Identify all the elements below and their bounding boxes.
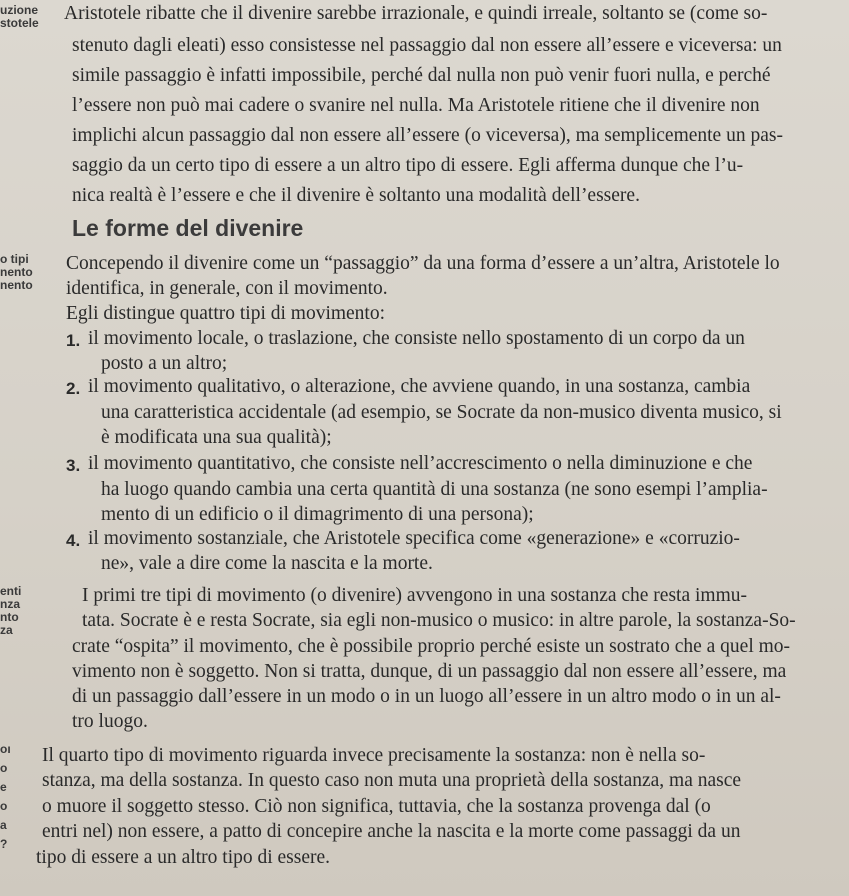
list-item-line: ha luogo quando cambia una certa quantità di una sostanza (ne sono esempi l’amplia-: [101, 479, 768, 500]
text-line: saggio da un certo tipo di essere a un altro tipo di essere. Egli afferma dunque che l’u-: [72, 155, 744, 176]
list-number: 3.: [66, 456, 81, 475]
list-item-line: il movimento sostanziale, che Aristotele specifica come «generazione» e «corruzio-: [88, 528, 740, 549]
text-line: simile passaggio è infatti impossibile, perché dal nulla non può venir fuori nulla, e perché: [72, 65, 771, 86]
text-line: Aristotele ribatte che il divenire sarebbe irrazionale, e quindi irreale, soltanto se (come so-: [64, 3, 768, 24]
list-item-line: una caratteristica accidentale (ad esempio, se Socrate da non-musico diventa musico, si: [101, 402, 782, 423]
list-number: 4.: [66, 531, 81, 550]
text-line: implichi alcun passaggio dal non essere all’essere (o viceversa), ma semplicemente un pas-: [72, 125, 783, 146]
text-line: entri nel) non essere, a patto di concepire anche la nascita e la morte come passaggi da un: [42, 821, 741, 842]
text-line: nica realtà è l’essere e che il divenire è soltanto una modalità dell’essere.: [72, 185, 640, 206]
text-line: di un passaggio dall’essere in un modo o in un luogo all’essere in un altro modo o in un al-: [72, 686, 781, 707]
margin-note: uzione stotele: [0, 3, 39, 30]
list-item-line: mento di un edificio o il dimagrimento di una persona);: [101, 504, 534, 525]
list-item-line: il movimento quantitativo, che consiste nell’accrescimento o nella diminuzione e che: [88, 453, 753, 474]
text-line: tipo di essere a un altro tipo di essere.: [36, 847, 331, 868]
margin-note: o tipi nento nento: [0, 252, 33, 292]
text-line: Concependo il divenire come un “passaggio” da una forma d’essere a un’altra, Aristotele lo: [66, 253, 780, 274]
text-line: identifica, in generale, con il movimento.: [66, 278, 388, 299]
margin-note: oı o e o a ?: [0, 742, 11, 851]
list-number: 2.: [66, 379, 81, 398]
text-line: tata. Socrate è e resta Socrate, sia egli non-musico o musico: in altre parole, la sostanza-So-: [82, 610, 796, 631]
list-number: 1.: [66, 331, 81, 350]
list-item-line: il movimento qualitativo, o alterazione, che avviene quando, in una sostanza, cambia: [88, 376, 751, 397]
text-line: Egli distingue quattro tipi di movimento:: [66, 303, 386, 324]
list-item-line: il movimento locale, o traslazione, che consiste nello spostamento di un corpo da un: [88, 328, 745, 349]
text-line: vimento non è soggetto. Non si tratta, dunque, di un passaggio dal non essere all’essere, ma: [72, 661, 787, 682]
list-item-line: posto a un altro;: [101, 353, 228, 374]
text-line: stanza, ma della sostanza. In questo caso non muta una proprietà della sostanza, ma nasce: [42, 770, 742, 791]
text-line: Il quarto tipo di movimento riguarda invece precisamente la sostanza: non è nella so-: [42, 745, 706, 766]
text-line: tro luogo.: [72, 711, 148, 732]
text-line: o muore il soggetto stesso. Ciò non significa, tuttavia, che la sostanza provenga dal (o: [42, 796, 711, 817]
text-line: I primi tre tipi di movimento (o divenire) avvengono in una sostanza che resta immu-: [82, 585, 747, 606]
margin-note: enti nza nto za: [0, 584, 22, 637]
list-item-line: è modificata una sua qualità);: [101, 427, 332, 448]
section-heading: Le forme del divenire: [72, 215, 304, 241]
text-line: crate “ospita” il movimento, che è possibile proprio perché esiste un sostrato che a quel mo-: [72, 636, 791, 657]
list-item-line: ne», vale a dire come la nascita e la morte.: [101, 553, 433, 574]
text-line: stenuto dagli eleati) esso consistesse nel passaggio dal non essere all’essere e viceversa: un: [72, 35, 782, 56]
text-line: l’essere non può mai cadere o svanire nel nulla. Ma Aristotele ritiene che il divenire non: [72, 95, 760, 116]
